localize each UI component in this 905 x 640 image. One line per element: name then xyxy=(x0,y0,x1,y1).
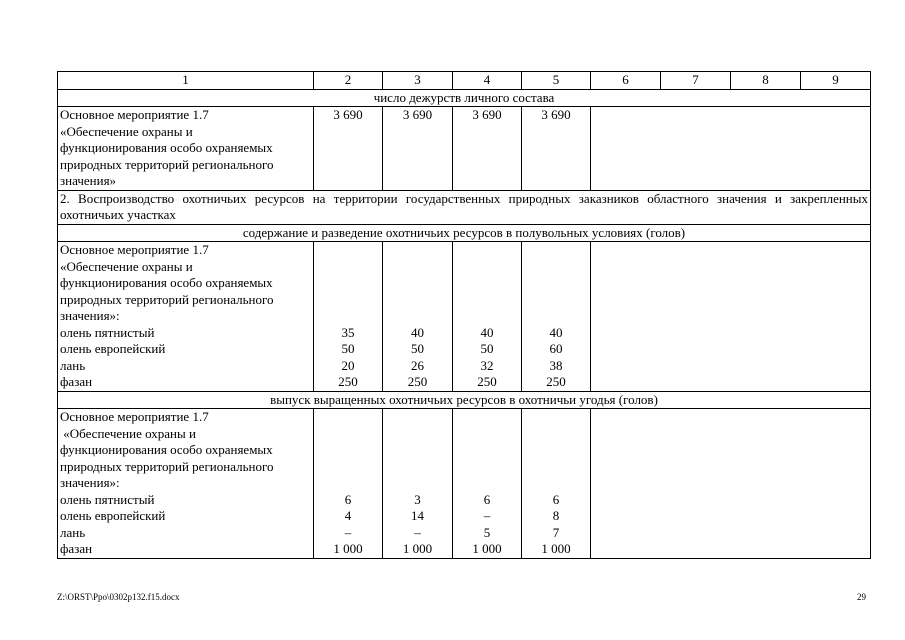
value-cell: 40 xyxy=(411,324,424,340)
value-cell: 1 000 xyxy=(402,541,433,556)
label-line: функционирования особо охраняемых xyxy=(60,442,273,457)
label-line: фазан xyxy=(60,374,93,389)
data-table xyxy=(57,71,871,559)
value-cell: 1 000 xyxy=(472,541,502,556)
value-cell: 20 xyxy=(341,357,355,373)
value-cell: 50 xyxy=(411,341,424,356)
value-cell: 3 xyxy=(414,491,421,507)
value-cell: 50 xyxy=(480,341,494,356)
value-cell: 3 690 xyxy=(453,107,522,191)
label-line: «Обеспечение охраны и xyxy=(60,123,193,139)
section-keeping-title: содержание и разведение охотничьих ресурсов в полувольных условиях (голов) xyxy=(58,224,871,242)
value-cell: 50 xyxy=(341,341,355,356)
value-column xyxy=(522,409,591,559)
value-column xyxy=(314,242,383,392)
value-cell: 32 xyxy=(480,357,494,373)
activity-label xyxy=(58,242,314,392)
empty-cell xyxy=(591,409,871,559)
label-line: Основное мероприятие 1.7 xyxy=(60,409,209,424)
label-line: олень пятнистый xyxy=(60,324,155,340)
label-line: лань xyxy=(60,357,86,373)
value-cell: 250 xyxy=(546,374,566,389)
value-cell: 250 xyxy=(477,374,497,389)
table-row xyxy=(58,242,871,392)
value-cell: 35 xyxy=(341,324,355,340)
value-cell: – xyxy=(344,524,352,540)
value-cell: 38 xyxy=(549,357,563,373)
value-cell: 3 690 xyxy=(314,107,383,191)
label-line: фазан xyxy=(60,541,93,556)
value-cell: 40 xyxy=(480,324,494,340)
section-row xyxy=(58,224,871,242)
label-line: Основное мероприятие 1.7 xyxy=(60,107,209,122)
value-cell: 6 xyxy=(483,491,491,507)
label-line: значения»: xyxy=(60,308,120,323)
label-line: «Обеспечение охраны и xyxy=(60,258,193,274)
label-line: функционирования особо охраняемых xyxy=(60,275,273,290)
header-cell: 7 xyxy=(661,72,731,90)
label-line: природных территорий регионального xyxy=(60,458,274,474)
value-column xyxy=(453,409,522,559)
value-cell: 14 xyxy=(411,508,424,523)
label-line: природных территорий регионального xyxy=(60,291,274,307)
header-cell: 5 xyxy=(522,72,591,90)
value-cell: 250 xyxy=(338,374,358,389)
header-cell: 1 xyxy=(58,72,314,90)
value-cell: 5 xyxy=(483,524,491,540)
label-line: значения» xyxy=(60,173,117,188)
value-column xyxy=(383,242,453,392)
label-line: олень европейский xyxy=(60,508,166,523)
label-line: олень пятнистый xyxy=(60,491,155,507)
section-release-title: выпуск выращенных охотничьих ресурсов в охотничьи угодья (голов) xyxy=(58,391,871,409)
value-cell: 6 xyxy=(552,491,560,507)
label-line: Основное мероприятие 1.7 xyxy=(60,242,209,257)
value-column xyxy=(453,242,522,392)
table-row xyxy=(58,107,871,191)
value-column xyxy=(383,409,453,559)
label-line: олень европейский xyxy=(60,341,166,356)
activity-label xyxy=(58,409,314,559)
header-cell: 4 xyxy=(453,72,522,90)
value-cell: – xyxy=(483,508,491,523)
value-column xyxy=(522,242,591,392)
table-row xyxy=(58,409,871,559)
section-2-title: 2. Воспроизводство охотничьих ресурсов на территории государственных природных заказников областного значения и закрепленных охотничьих участках xyxy=(58,190,871,224)
page-number: 29 xyxy=(857,592,866,602)
header-cell: 9 xyxy=(801,72,871,90)
header-cell: 3 xyxy=(383,72,453,90)
header-cell: 2 xyxy=(314,72,383,90)
value-column xyxy=(314,409,383,559)
header-row xyxy=(58,72,871,90)
value-cell: – xyxy=(414,524,421,540)
activity-label xyxy=(58,107,314,191)
value-cell: 6 xyxy=(344,491,352,507)
value-cell: 60 xyxy=(549,341,563,356)
section-duty-title: число дежурств личного состава xyxy=(58,89,871,107)
value-cell: 1 000 xyxy=(541,541,571,556)
value-cell: 4 xyxy=(344,508,352,523)
label-line: функционирования особо охраняемых xyxy=(60,140,273,155)
value-cell: 1 000 xyxy=(333,541,363,556)
empty-cell xyxy=(591,242,871,392)
value-cell: 3 690 xyxy=(522,107,591,191)
header-cell: 6 xyxy=(591,72,661,90)
label-line: «Обеспечение охраны и xyxy=(60,425,196,441)
value-cell: 8 xyxy=(552,508,560,523)
header-cell: 8 xyxy=(731,72,801,90)
value-cell: 250 xyxy=(407,374,428,389)
value-cell: 26 xyxy=(411,357,424,373)
section-row xyxy=(58,190,871,224)
empty-cell xyxy=(591,107,871,191)
label-line: значения»: xyxy=(60,475,120,490)
section-row xyxy=(58,89,871,107)
value-cell: 3 690 xyxy=(383,107,453,191)
label-line: природных территорий регионального xyxy=(60,156,274,172)
value-cell: 40 xyxy=(549,324,563,340)
value-cell: 7 xyxy=(552,524,560,540)
label-line: лань xyxy=(60,524,86,540)
file-path: Z:\ORST\Ppo\0302p132.f15.docx xyxy=(57,592,180,602)
section-row xyxy=(58,391,871,409)
